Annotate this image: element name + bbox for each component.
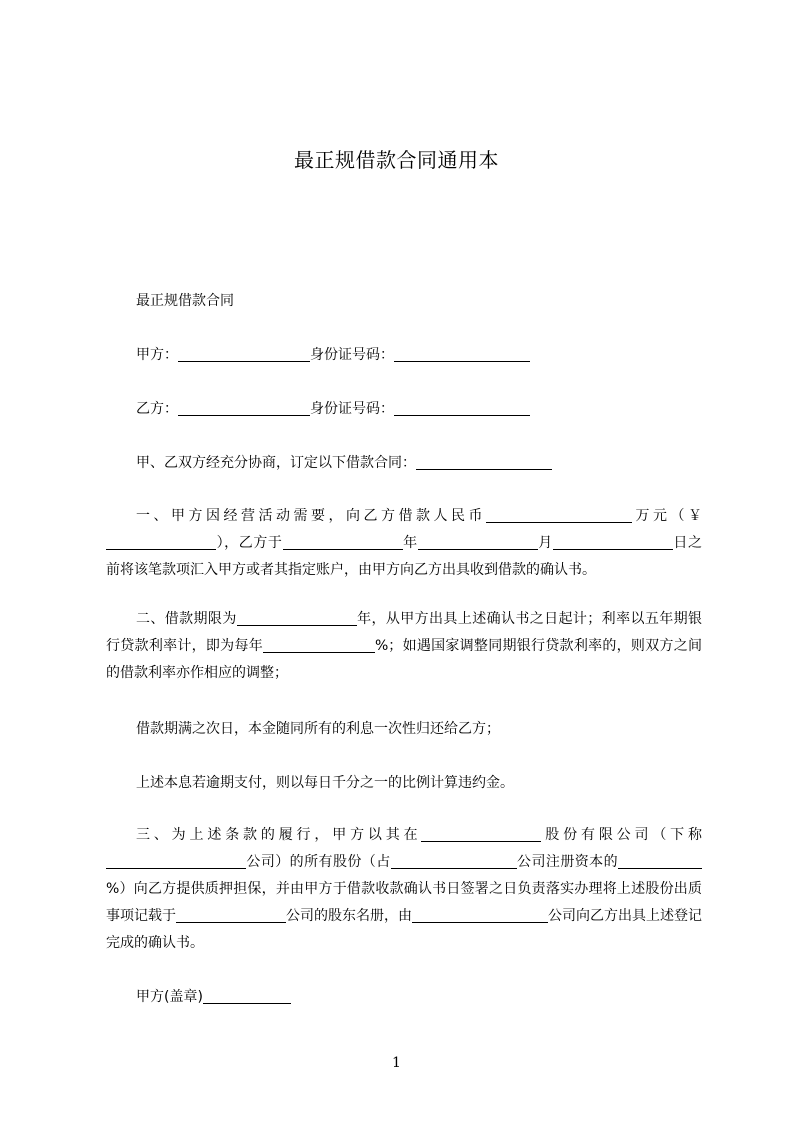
loan-amount-figure-blank bbox=[106, 533, 216, 550]
company-name-blank bbox=[421, 825, 541, 842]
loan-term-blank bbox=[237, 609, 357, 626]
party-b-id-blank bbox=[394, 399, 530, 416]
clause-1: 一、甲方因经营活动需要，向乙方借款人民币 万元（￥），乙方于 年 月 日之前将该笔款项汇入甲方或者其指定账户，由甲方向乙方出具收到借款的确认书。 bbox=[106, 508, 703, 578]
agreement-line: 甲、乙双方经充分协商，订定以下借款合同： bbox=[106, 450, 702, 477]
company-short-name-blank bbox=[106, 852, 246, 869]
signature-label: 甲方(盖章) bbox=[136, 989, 203, 1005]
transfer-year-blank bbox=[283, 533, 403, 550]
contract-heading: 最正规借款合同 bbox=[136, 293, 234, 309]
party-b-name-blank bbox=[178, 399, 310, 416]
party-b-id-label: 身份证号码： bbox=[310, 401, 394, 417]
signature-blank bbox=[203, 987, 291, 1004]
issuing-company-blank bbox=[412, 906, 548, 923]
signature-line bbox=[106, 984, 702, 1011]
clause-3: 三、为上述条款的履行，甲方以其在 股份有限公司（下称公司）的所有股份（占 公司注册资本的%）向乙方提供质押担保，并由甲方于借款收款确认书日签署之日负责落实办理将上述股份出质事项记载于 公司的股东名册，由 公司向乙方出具上述登记完成的确认书。 bbox=[106, 827, 703, 951]
interest-rate-blank bbox=[263, 636, 375, 653]
document-title: 最正规借款合同通用本 bbox=[294, 148, 499, 172]
maturity-clause: 借款期满之次日，本金随同所有的利息一次性归还给乙方； bbox=[136, 721, 500, 737]
page-number: 1 bbox=[392, 1055, 401, 1071]
share-percentage-blank bbox=[618, 852, 702, 869]
party-a-id-blank bbox=[394, 345, 530, 362]
party-b-line bbox=[106, 396, 702, 423]
transfer-day-blank bbox=[553, 533, 673, 550]
party-a-name-blank bbox=[178, 345, 310, 362]
party-a-id-label: 身份证号码： bbox=[310, 347, 394, 363]
party-a-line bbox=[106, 342, 702, 369]
clause-2: 二、借款期限为 年，从甲方出具上述确认书之日起计；利率以五年期银行贷款利率计，即为每年 %；如遇国家调整同期银行贷款利率的，则双方之间的借款利率亦作相应的调整； bbox=[106, 611, 703, 681]
penalty-clause: 上述本息若逾期支付，则以每日千分之一的比例计算违约金。 bbox=[136, 775, 514, 791]
transfer-month-blank bbox=[418, 533, 538, 550]
agreement-blank bbox=[416, 453, 552, 470]
register-company-blank bbox=[176, 906, 286, 923]
share-company-blank bbox=[391, 852, 517, 869]
party-b-label: 乙方： bbox=[136, 401, 178, 417]
loan-amount-blank bbox=[486, 506, 632, 523]
party-a-label: 甲方： bbox=[136, 347, 178, 363]
